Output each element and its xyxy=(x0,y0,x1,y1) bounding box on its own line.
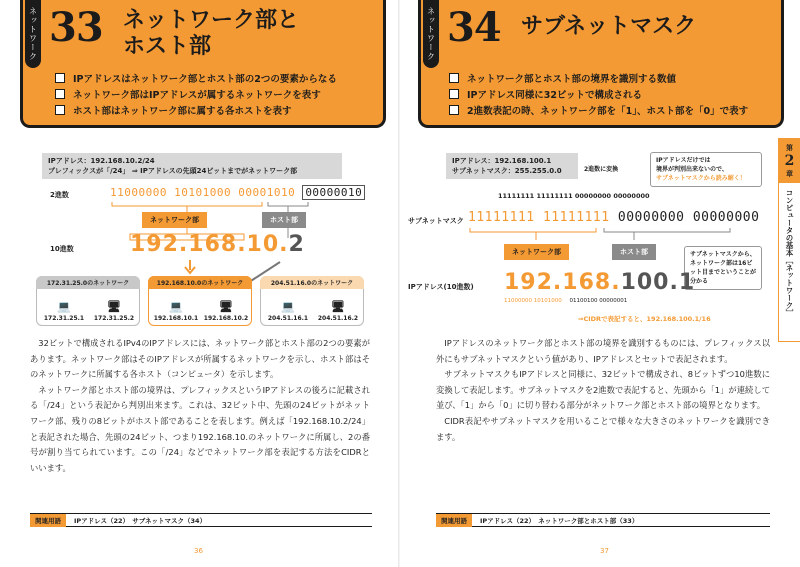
key-point-text: IPアドレスはネットワーク部とホスト部の2つの要素からなる xyxy=(73,74,337,85)
host-ip: 204.51.16.2 xyxy=(317,315,359,322)
network-part-label: ネットワーク部 xyxy=(142,212,207,228)
section-banner xyxy=(20,0,386,128)
related-label: 関連用語 xyxy=(30,514,66,527)
diagram-mask: サブネットマスク：255.255.0.0 xyxy=(452,167,562,175)
callout-line: サブネットマスクから読み解く！ xyxy=(656,175,746,182)
host-ip: 172.31.25.2 xyxy=(93,315,135,322)
convert-note: 2進数に変換 xyxy=(584,166,619,173)
binary-small: 11111111 11111111 00000000 00000000 xyxy=(498,192,650,200)
network-part-label: ネットワーク部 xyxy=(504,244,569,260)
diagram-ip: IPアドレス：192.168.10.2/24 xyxy=(48,157,155,165)
host-ip: 204.51.16.1 xyxy=(267,315,309,322)
chapter-number-block xyxy=(779,139,800,183)
diagram-ip: IPアドレス：192.168.100.1 xyxy=(452,157,552,165)
section-number: 34 xyxy=(447,4,501,51)
laptop-icon: 💻 xyxy=(169,300,183,313)
paragraph: CIDR表記やサブネットマスクを用いることで様々な大きさのネットワークを識別できます。 xyxy=(436,415,770,442)
diagram-prefix-note: プレフィックスが「/24」 ⇒ IPアドレスの先頭24ビットまでがネットワーク部 xyxy=(48,167,298,175)
chapter-label: 第 xyxy=(786,144,793,152)
key-point-text: ネットワーク部とホスト部の境界を識別する数値 xyxy=(467,74,677,85)
key-point-text: ネットワーク部はIPアドレスが属するネットワークを表す xyxy=(73,90,321,101)
key-point-text: 2進数表記の時、ネットワーク部を「1」、ホスト部を「0」で表す xyxy=(467,106,749,117)
checkbox-icon xyxy=(449,89,459,99)
chapter-title: コンピュータの基本［ネットワーク］ xyxy=(785,189,794,317)
key-points xyxy=(55,70,337,118)
ip-host-part: 100.1 xyxy=(620,270,696,295)
key-point-text: IPアドレス同様に32ビットで構成される xyxy=(467,90,643,101)
host-ip: 172.31.25.1 xyxy=(43,315,85,322)
decimal-ip xyxy=(504,270,695,295)
chapter-number: 2 xyxy=(784,153,795,169)
title-line-2: ホスト部 xyxy=(123,34,212,59)
callout-note: サブネットマスクから、ネットワーク部は16ビット目までということが分かる xyxy=(684,246,762,290)
decimal-label: 10進数 xyxy=(50,245,74,253)
right-page xyxy=(400,0,800,567)
host-item xyxy=(41,300,87,322)
mask-label: サブネットマスク xyxy=(408,217,464,225)
ip-binary-network: 11000000 10101000 xyxy=(504,298,562,304)
decimal-ip xyxy=(130,232,305,257)
section-banner xyxy=(418,0,784,128)
decimal-host-part: 2 xyxy=(288,232,305,257)
chapter-suffix: 章 xyxy=(786,170,793,178)
checkbox-icon xyxy=(55,73,65,83)
mask-binary xyxy=(468,210,759,225)
network-box xyxy=(36,276,140,326)
title-line-1: ネットワーク部と xyxy=(123,8,300,33)
body-text xyxy=(436,336,770,445)
category-tab: ネットワーク xyxy=(423,0,439,68)
desktop-icon: 🖥 xyxy=(219,300,233,313)
section-number: 33 xyxy=(49,4,103,51)
binary-network-part: 11000000 10101000 00001010 xyxy=(110,186,296,199)
checkbox-icon xyxy=(55,89,65,99)
network-name: 172.31.25.0のネットワーク xyxy=(36,276,140,289)
key-point xyxy=(55,70,337,86)
section-title: サブネットマスク xyxy=(521,14,697,39)
network-name: 192.168.10.0のネットワーク xyxy=(148,276,252,289)
related-terms-text: IPアドレス（22） ネットワーク部とホスト部（33） xyxy=(480,516,639,525)
network-box xyxy=(148,276,252,326)
key-point xyxy=(55,102,337,118)
related-label: 関連用語 xyxy=(436,514,472,527)
chapter-tab xyxy=(778,138,800,342)
host-item xyxy=(265,300,311,322)
host-part-label: ホスト部 xyxy=(262,212,306,228)
key-point xyxy=(449,86,748,102)
host-part-label: ホスト部 xyxy=(612,244,656,260)
diagram-header xyxy=(42,153,342,179)
host-ip: 192.168.10.1 xyxy=(153,315,199,322)
laptop-icon: 💻 xyxy=(281,300,295,313)
key-point xyxy=(449,70,748,86)
callout-note xyxy=(650,152,762,187)
key-point-text: ホスト部はネットワーク部に属する各ホストを表す xyxy=(73,106,292,117)
binary-row xyxy=(110,186,365,199)
decimal-network-part: 192.168.10. xyxy=(130,232,289,257)
key-points xyxy=(449,70,748,118)
related-terms-text: IPアドレス（22） サブネットマスク（34） xyxy=(74,516,207,525)
callout-line: IPアドレスだけでは xyxy=(656,157,711,164)
paragraph: IPアドレスのネットワーク部とホスト部の境界を識別するものには、プレフィックス以外にもサブネットマスクという値があり、IPアドレスとセットで表記されます。 xyxy=(436,338,770,364)
ip-network-part: 192.168. xyxy=(504,270,621,295)
desktop-icon: 🖥 xyxy=(107,300,121,313)
related-terms xyxy=(436,513,770,527)
host-ip: 192.168.10.2 xyxy=(203,315,249,322)
subnet-mask-diagram xyxy=(408,150,768,328)
host-item xyxy=(315,300,361,322)
category-tab: ネットワーク xyxy=(25,0,41,68)
key-point xyxy=(449,102,748,118)
ip-binary xyxy=(504,298,627,304)
related-terms xyxy=(30,513,372,527)
ip-binary-host: 01100100 00000001 xyxy=(569,298,628,304)
binary-host-part: 00000010 xyxy=(302,185,365,200)
page-number: 37 xyxy=(600,547,609,555)
binary-label: 2進数 xyxy=(50,191,69,199)
callout-line: 境界が判別出来ないので、 xyxy=(656,166,728,173)
host-item xyxy=(153,300,199,322)
section-title xyxy=(123,8,299,60)
checkbox-icon xyxy=(55,105,65,115)
cidr-note: ⇒CIDRで表記すると、192.168.100.1/16 xyxy=(578,315,711,323)
mask-ones: 11111111 11111111 xyxy=(468,210,610,225)
network-box xyxy=(260,276,364,326)
paragraph: サブネットマスクもIPアドレスと同様に、32ビットで構成され、8ビットずつ10進数に変換して表記します。サブネットマスクを2進数で表記すると、先頭から「1」が連続して並び、「1」から「0」に切り替わる部分がネットワーク部とホスト部の境界となります。 xyxy=(436,369,770,411)
body-text xyxy=(30,336,370,476)
host-item xyxy=(91,300,137,322)
diagram-header xyxy=(446,153,578,179)
host-item xyxy=(203,300,249,322)
brace-lines xyxy=(438,226,768,246)
checkbox-icon xyxy=(449,73,459,83)
paragraph: 32ビットで構成されるIPv4のIPアドレスには、ネットワーク部とホスト部の2つの要素があります。ネットワーク部はそのIPアドレスが所属するネットワークを示し、ホスト部はそのネットワークに所属する各ホスト（コンピュータ）を示します。 xyxy=(30,338,370,380)
network-host-diagram xyxy=(30,150,375,328)
network-name: 204.51.16.0のネットワーク xyxy=(260,276,364,289)
key-point xyxy=(55,86,337,102)
checkbox-icon xyxy=(449,105,459,115)
mask-zeros: 00000000 00000000 xyxy=(617,210,760,225)
desktop-icon: 🖥 xyxy=(331,300,345,313)
paragraph: ネットワーク部とホスト部の境界は、プレフィックスというIPアドレスの後ろに記載される「/24」という表記から判別出来ます。これは、32ビット中、先頭の24ビットがネットワーク部、残りの8ビットがホスト部であることを表します。例えば「192.168.10.2/24」と表記された場合、先頭の24ビット、つまり192.168.10.のネットワークに所属し、2の番号が割り当てられています。この「/24」などでネットワーク部を表記する方法をCIDRといいます。 xyxy=(30,384,370,473)
page-number: 36 xyxy=(194,547,203,555)
ip-label: IPアドレス(10進数) xyxy=(408,283,474,291)
laptop-icon: 💻 xyxy=(57,300,71,313)
